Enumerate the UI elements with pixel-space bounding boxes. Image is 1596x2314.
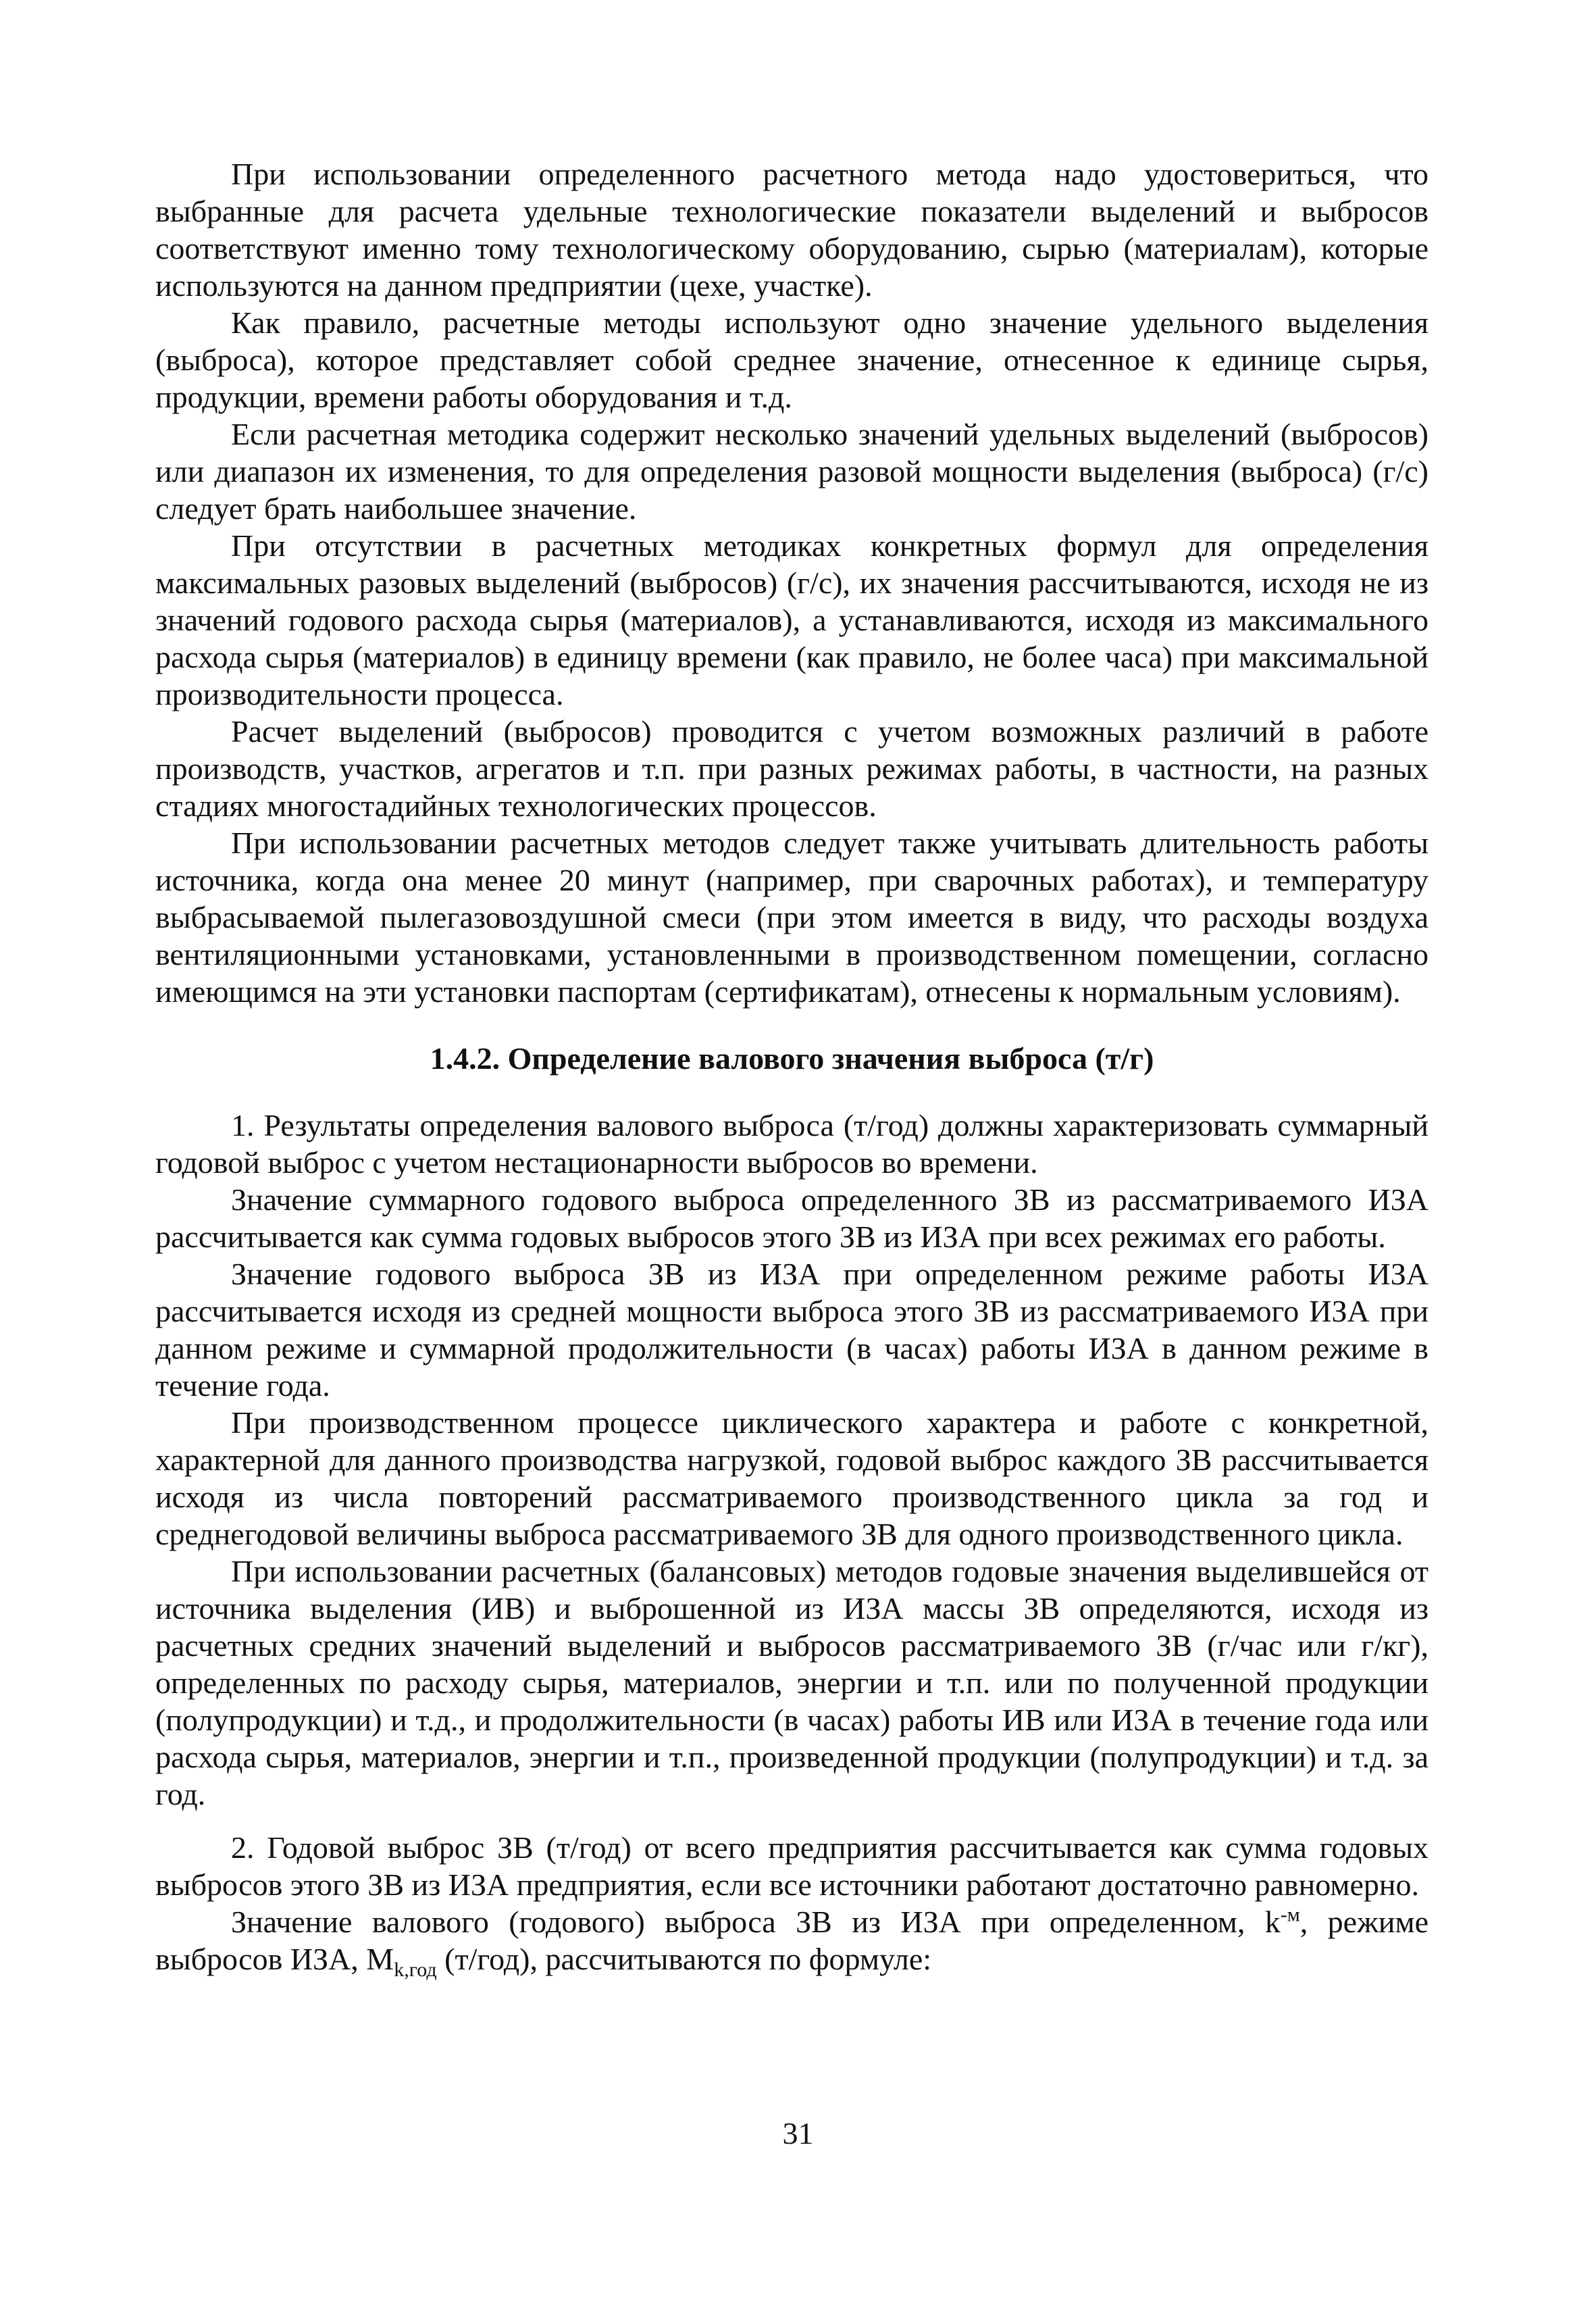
paragraph: 1. Результаты определения валового выброса (т/год) должны характеризовать суммарный годовой выброс с учетом нестационарности выбросов во времени. [155, 1108, 1428, 1180]
paragraph: При использовании определенного расчетного метода надо удостовериться, что выбранные для расчета удельные технологические показатели выделений и выбросов соответствуют именно тому технологическому оборудованию, сырью (материалам), которые используются на данном предприятии (цехе, участке). [155, 157, 1428, 303]
paragraph: При использовании расчетных методов следует также учитывать длительность работы источника, когда она менее 20 минут (например, при сварочных работах), и температуру выбрасываемой пылегазовоздушной смеси (при этом имеется в виду, что расходы воздуха вентиляционными установками, установленными в производственном помещении, согласно имеющимся на эти установки паспортам (сертификатам), отнесены к нормальным условиям). [155, 826, 1428, 1009]
superscript: -м [1280, 1903, 1300, 1926]
paragraph: Значение суммарного годового выброса определенного ЗВ из рассматриваемого ИЗА рассчитывается как сумма годовых выбросов этого ЗВ из ИЗА при всех режимах его работы. [155, 1182, 1428, 1254]
paragraph-formula-intro [155, 1903, 1428, 1982]
document-page [155, 155, 1428, 1982]
section-gross-emission [155, 1107, 1428, 1982]
paragraph: Если расчетная методика содержит несколько значений удельных выделений (выбросов) или диапазон их изменения, то для определения разовой мощности выделения (выброса) (г/с) следует брать наибольшее значение. [155, 417, 1428, 526]
paragraph: При отсутствии в расчетных методиках конкретных формул для определения максимальных разовых выделений (выбросов) (г/с), их значения рассчитываются, исходя не из значений годового расхода сырья (материалов), а устанавливаются, исходя из максимального расхода сырья (материалов) в единицу времени (как правило, не более часа) при максимальной производительности процесса. [155, 528, 1428, 711]
paragraph: Как правило, расчетные методы используют одно значение удельного выделения (выброса), которое представляет собой среднее значение, отнесенное к единице сырья, продукции, времени работы оборудования и т.д. [155, 305, 1428, 414]
page-number: 31 [782, 2116, 814, 2150]
paragraph: При использовании расчетных (балансовых) методов годовые значения выделившейся от источника выделения (ИВ) и выброшенной из ИЗА массы ЗВ определяются, исходя из расчетных средних значений выделений и выбросов рассматриваемого ЗВ (г/час или г/кг), определенных по расходу сырья, материалов, энергии и т.п. или по полученной продукции (полупродукции) и т.д., и продолжительности (в часах) работы ИВ или ИЗА в течение года или расхода сырья, материалов, энергии и т.п., произведенной продукции (полупродукции) и т.д. за год. [155, 1554, 1428, 1811]
text-run: , режиме выбросов ИЗА, M [155, 1905, 1428, 1976]
paragraph: 2. Годовой выброс ЗВ (т/год) от всего предприятия рассчитывается как сумма годовых выбросов этого ЗВ из ИЗА предприятия, если все источники работают достаточно равномерно. [155, 1830, 1428, 1902]
paragraph: Расчет выделений (выбросов) проводится с учетом возможных различий в работе производств, участков, агрегатов и т.п. при разных режимах работы, в частности, на разных стадиях многостадийных технологических процессов. [155, 714, 1428, 823]
section-intro [155, 155, 1428, 1010]
section-heading: 1.4.2. Определение валового значения выброса (т/г) [430, 1041, 1154, 1076]
text-run: Значение валового (годового) выброса ЗВ из ИЗА при определенном, k [231, 1905, 1281, 1939]
text-run: (т/год), рассчитываются по формуле: [436, 1942, 932, 1976]
subscript: k,год [394, 1959, 437, 1982]
paragraph: Значение годового выброса ЗВ из ИЗА при определенном режиме работы ИЗА рассчитывается исходя из средней мощности выброса этого ЗВ из рассматриваемого ИЗА при данном режиме и суммарной продолжительности (в часах) работы ИЗА в данном режиме в течение года. [155, 1257, 1428, 1403]
paragraph: При производственном процессе циклического характера и работе с конкретной, характерной для данного производства нагрузкой, годовой выброс каждого ЗВ рассчитывается исходя из числа повторений рассматриваемого производственного цикла за год и среднегодовой величины выброса рассматриваемого ЗВ для одного производственного цикла. [155, 1405, 1428, 1551]
